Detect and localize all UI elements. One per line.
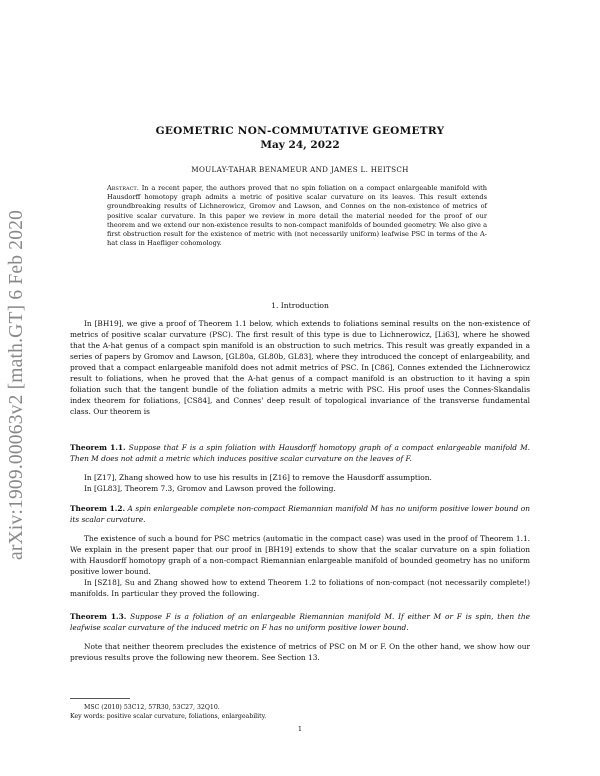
theorem-1-1 (70, 442, 530, 464)
abstract-label: Abstract. (107, 184, 139, 192)
paper-title: GEOMETRIC NON-COMMUTATIVE GEOMETRY (155, 125, 445, 137)
intro-paragraph-1 (70, 318, 530, 417)
arxiv-identifier: arXiv:1909.00063v2 [math.GT] 6 Feb 2020 (6, 209, 27, 560)
theorem-1-2 (70, 503, 530, 525)
theorem-text: Suppose F is a foliation of an enlargeable Riemannian manifold M. If either M or F is spin, then the leafwise scalar curvature of the induced metric on F has no uniform positive lower bound. (70, 612, 530, 632)
section-heading: 1. Introduction (271, 301, 329, 310)
footnote-msc: MSC (2010) 53C12, 57R30, 53C27, 32Q10. (84, 704, 220, 711)
theorem-text: Suppose that F is a spin foliation with Hausdorff homotopy graph of a compact enlargeable manifold M. Then M does not admit a metric which induces positive scalar curvature on the leaves of F. (70, 443, 530, 463)
abstract (107, 184, 487, 248)
page-number: 1 (297, 725, 303, 733)
intro-paragraph-2 (70, 472, 530, 494)
intro-paragraph-6 (70, 641, 530, 663)
theorem-text: A spin enlargeable complete non-compact Riemannian manifold M has no uniform positive lower bound on its scalar curvature. (70, 504, 530, 524)
theorem-1-3 (70, 611, 530, 633)
theorem-label: Theorem 1.1. (70, 443, 126, 452)
theorem-label: Theorem 1.2. (70, 504, 126, 513)
intro-paragraph-4 (70, 533, 530, 599)
theorem-label: Theorem 1.3. (70, 612, 127, 621)
paragraph: In [SZ18], Su and Zhang showed how to extend Theorem 1.2 to foliations of non-compact (not necessarily complete!) manifolds. In particular they proved the following. (70, 578, 530, 598)
paragraph: In [Z17], Zhang showed how to use his results in [Z16] to remove the Hausdorff assumption. (84, 473, 432, 482)
paragraph: In [GL83], Theorem 7.3, Gromov and Lawson proved the following. (84, 484, 336, 493)
footnotes (70, 703, 530, 721)
paragraph: Note that neither theorem precludes the existence of metrics of PSC on M or F. On the other hand, we show how our previous results prove the following new theorem. See Section 13. (70, 642, 530, 662)
paper-authors: MOULAY-TAHAR BENAMEUR AND JAMES L. HEITSCH (191, 165, 409, 174)
footnote-keywords: Key words: positive scalar curvature, foliations, enlargeability. (70, 713, 267, 720)
paragraph: In [BH19], we give a proof of Theorem 1.1 below, which extends to foliations seminal results on the non-existence of metrics of positive scalar curvature (PSC). The first result of this type is due to Lichnerowicz, [Li63], where he showed that the A-hat genus of a compact spin manifold is an obstruction to such metrics. This result was greatly expanded in a series of papers by Gromov and Lawson, [GL80a, GL80b, GL83], where they introduced the concept of enlargeability, and proved that a compact enlargeable manifold does not admit metrics of PSC. In [C86], Connes extended the Lichnerowicz result to foliations, when he proved that the A-hat genus of a compact manifold is an obstruction to it having a spin foliation such that the tangent bundle of the foliation admits a metric with PSC. His proof uses the Connes-Skandalis index theorem for foliations, [CS84], and Connes' deep result of topological invariance of the transverse fundamental class. Our theorem is (70, 319, 530, 416)
paper-date: May 24, 2022 (260, 139, 340, 151)
abstract-text: In a recent paper, the authors proved that no spin foliation on a compact enlargeable manifold with Hausdorff homotopy graph admits a metric of positive scalar curvature on its leaves. This result extends groundbreaking results of Lichnerowicz, Gromov and Lawson, and Connes on the non-existence of metrics of positive scalar curvature. In this paper we review in more detail the material needed for the proof of our theorem and we extend our non-existence results to non-compact manifolds of bounded geometry. We also give a first obstruction result for the existence of metric with (not necessarily uniform) leafwise PSC in terms of the A-hat class in Haefliger cohomology. (107, 184, 487, 248)
paragraph: The existence of such a bound for PSC metrics (automatic in the compact case) was used in the proof of Theorem 1.1. We explain in the present paper that our proof in [BH19] extends to show that the scalar curvature on a spin foliation with Hausdorff homotopy graph of a non-compact Riemannian enlargeable manifold of bounded geometry has no uniform positive lower bound. (70, 534, 530, 576)
footnote-rule (70, 698, 130, 699)
